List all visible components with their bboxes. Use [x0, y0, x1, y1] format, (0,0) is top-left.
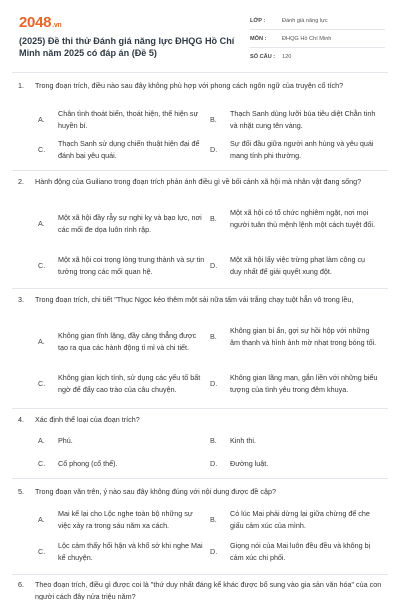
question-text: Theo đoạn trích, điều gì được coi là "thứ duy nhất đáng kể khác được bổ sung vào gia sản văn hóa" của con người cách đây nửa triệu năm? [35, 580, 382, 600]
question-text: Trong đoạn văn trên, ý nào sau đây không đúng với nội dung được đề cập? [35, 487, 276, 496]
option-text: Thạch Sanh dùng lưỡi búa tiêu diệt Chằn tinh và nhặt cung tên vàng. [230, 109, 376, 130]
option-letter: C. [38, 379, 46, 388]
option-letter: C. [38, 547, 46, 556]
option-letter: C. [38, 459, 46, 469]
option-d[interactable] [210, 372, 378, 395]
option-letter: D. [210, 379, 218, 388]
option-c[interactable] [38, 540, 206, 563]
option-b[interactable] [210, 108, 378, 131]
meta-key: SỐ CÂU : [250, 54, 276, 60]
question-divider [12, 170, 388, 171]
question-number: 6. [18, 580, 24, 589]
question-number: 4. [18, 415, 24, 424]
option-text: Cổ phong (cổ thể). [58, 459, 118, 468]
meta-value: Đánh giá năng lực [282, 17, 328, 24]
question-number: 1. [18, 81, 24, 90]
option-a[interactable] [38, 330, 206, 353]
option-letter: D. [210, 547, 218, 556]
option-a[interactable] [38, 212, 206, 235]
option-text: Một xã hội lấy việc trừng phạt làm công cụ duy nhất để giải quyết xung đột. [230, 255, 366, 276]
option-b[interactable] [210, 508, 378, 531]
question-6 [18, 579, 388, 600]
option-text: Chân tình thoát biến, thoát hiện, thể hiện sự huyền bí. [58, 109, 199, 130]
option-text: Không gian kịch tính, sử dụng các yếu tố bất ngờ để đẩy cao trào của câu chuyện. [58, 373, 201, 394]
option-text: Mai kể lại cho Lộc nghe toàn bộ những sự việc xảy ra trong sáu năm xa cách. [58, 509, 193, 530]
option-text: Giọng nói của Mai luôn đều đều và không bị cảm xúc chi phối. [230, 541, 371, 562]
question-divider [12, 408, 388, 409]
question-5 [18, 486, 388, 498]
question-number: 3. [18, 295, 24, 304]
option-letter: B. [210, 332, 217, 341]
question-2 [18, 176, 388, 188]
site-logo[interactable] [19, 14, 61, 31]
question-3 [18, 294, 388, 306]
option-text: Không gian tĩnh lặng, đầy căng thẳng được tạo ra qua các hành động tỉ mỉ và chi tiết. [58, 331, 197, 352]
option-letter: B. [210, 214, 217, 223]
option-d[interactable] [210, 540, 378, 563]
option-letter: A. [38, 219, 45, 228]
meta-key: LỚP : [250, 17, 266, 24]
page-title: (2025) Đề thi thử Đánh giá năng lực ĐHQG Hồ Chí Minh năm 2025 có đáp án (Đề 5) [19, 36, 235, 58]
meta-row-count [250, 48, 385, 66]
meta-row-class [250, 12, 385, 30]
question-text: Trong đoạn trích, điều nào sau đây không phù hợp với phong cách ngôn ngữ của truyện cổ tích? [35, 81, 344, 90]
question-text: Trong đoạn trích, chi tiết "Thục Ngọc kéo thêm một sải nữa tấm vải trắng chạy tuột hẳn vô trong lều, [35, 295, 354, 304]
option-text: Có lúc Mai phải dừng lại giữa chừng để che giấu cảm xúc của mình. [230, 509, 370, 530]
meta-value: 120 [282, 54, 292, 60]
option-a[interactable] [38, 508, 206, 531]
option-letter: A. [38, 115, 45, 124]
option-c[interactable] [38, 254, 206, 277]
option-letter: C. [38, 261, 46, 270]
option-a[interactable] [38, 108, 206, 131]
logo-sub: .vn [52, 22, 62, 29]
option-letter: D. [210, 459, 218, 469]
option-b[interactable] [210, 435, 390, 447]
option-letter: A. [38, 515, 45, 524]
header-divider [12, 72, 388, 73]
option-text: Một xã hội coi trọng lòng trung thành và sự tin tưởng trong các mối quan hệ. [58, 255, 205, 276]
page-header [0, 0, 400, 66]
meta-value: ĐHQG Hồ Chí Minh [282, 35, 332, 42]
meta-row-subject [250, 30, 385, 48]
question-divider [12, 478, 388, 479]
option-text: Kinh thi. [230, 436, 256, 445]
option-text: Đường luật. [230, 459, 269, 468]
question-divider [12, 288, 388, 289]
logo-main: 2048 [19, 14, 52, 31]
option-letter: B. [210, 436, 217, 446]
option-text: Một xã hội có tổ chức nghiêm ngặt, nơi mọi người tuân thủ mệnh lệnh một cách tuyệt đối. [230, 208, 375, 229]
option-letter: B. [210, 115, 217, 124]
option-d[interactable] [210, 138, 378, 161]
option-text: Sự đối đầu giữa người anh hùng và yêu quái mang tính phi thường. [230, 139, 374, 160]
option-c[interactable] [38, 138, 206, 161]
option-letter: C. [38, 145, 46, 154]
question-text: Xác định thể loại của đoạn trích? [35, 415, 140, 424]
option-c[interactable] [38, 372, 206, 395]
option-a[interactable] [38, 435, 218, 447]
question-1 [18, 80, 388, 92]
exam-meta-table [250, 12, 385, 66]
option-letter: A. [38, 436, 45, 446]
option-letter: B. [210, 515, 217, 524]
meta-key: MÔN : [250, 35, 267, 42]
option-c[interactable] [38, 458, 218, 470]
question-number: 5. [18, 487, 24, 496]
question-text: Hành động của Guiliano trong đoạn trích phản ánh điều gì về bối cảnh xã hội mà nhân vật đang sống? [35, 177, 362, 186]
option-d[interactable] [210, 458, 390, 470]
option-text: Lộc cảm thấy hối hận và khổ sở khi nghe Mai kể chuyện. [58, 541, 203, 562]
question-4 [18, 414, 388, 426]
option-text: Thạch Sanh sử dụng chiến thuật hiện đại để đánh bại yêu quái. [58, 139, 200, 160]
option-d[interactable] [210, 254, 378, 277]
option-text: Phú. [58, 436, 73, 445]
option-text: Không gian lãng mạn, gắn liền với những biểu tượng của tình yêu trong đêm khuya. [230, 373, 378, 394]
option-b[interactable] [210, 207, 378, 230]
option-letter: D. [210, 261, 218, 270]
option-text: Không gian bí ẩn, gợi sự hồi hộp với những âm thanh và hình ảnh mờ nhạt trong bóng tối. [230, 326, 377, 347]
question-divider [12, 574, 388, 575]
option-text: Một xã hội đầy rẫy sự nghi kỵ và bạo lực, nơi các mối đe dọa luôn rình rập. [58, 213, 202, 234]
option-letter: A. [38, 337, 45, 346]
option-letter: D. [210, 145, 218, 154]
question-number: 2. [18, 177, 24, 186]
option-b[interactable] [210, 325, 378, 348]
